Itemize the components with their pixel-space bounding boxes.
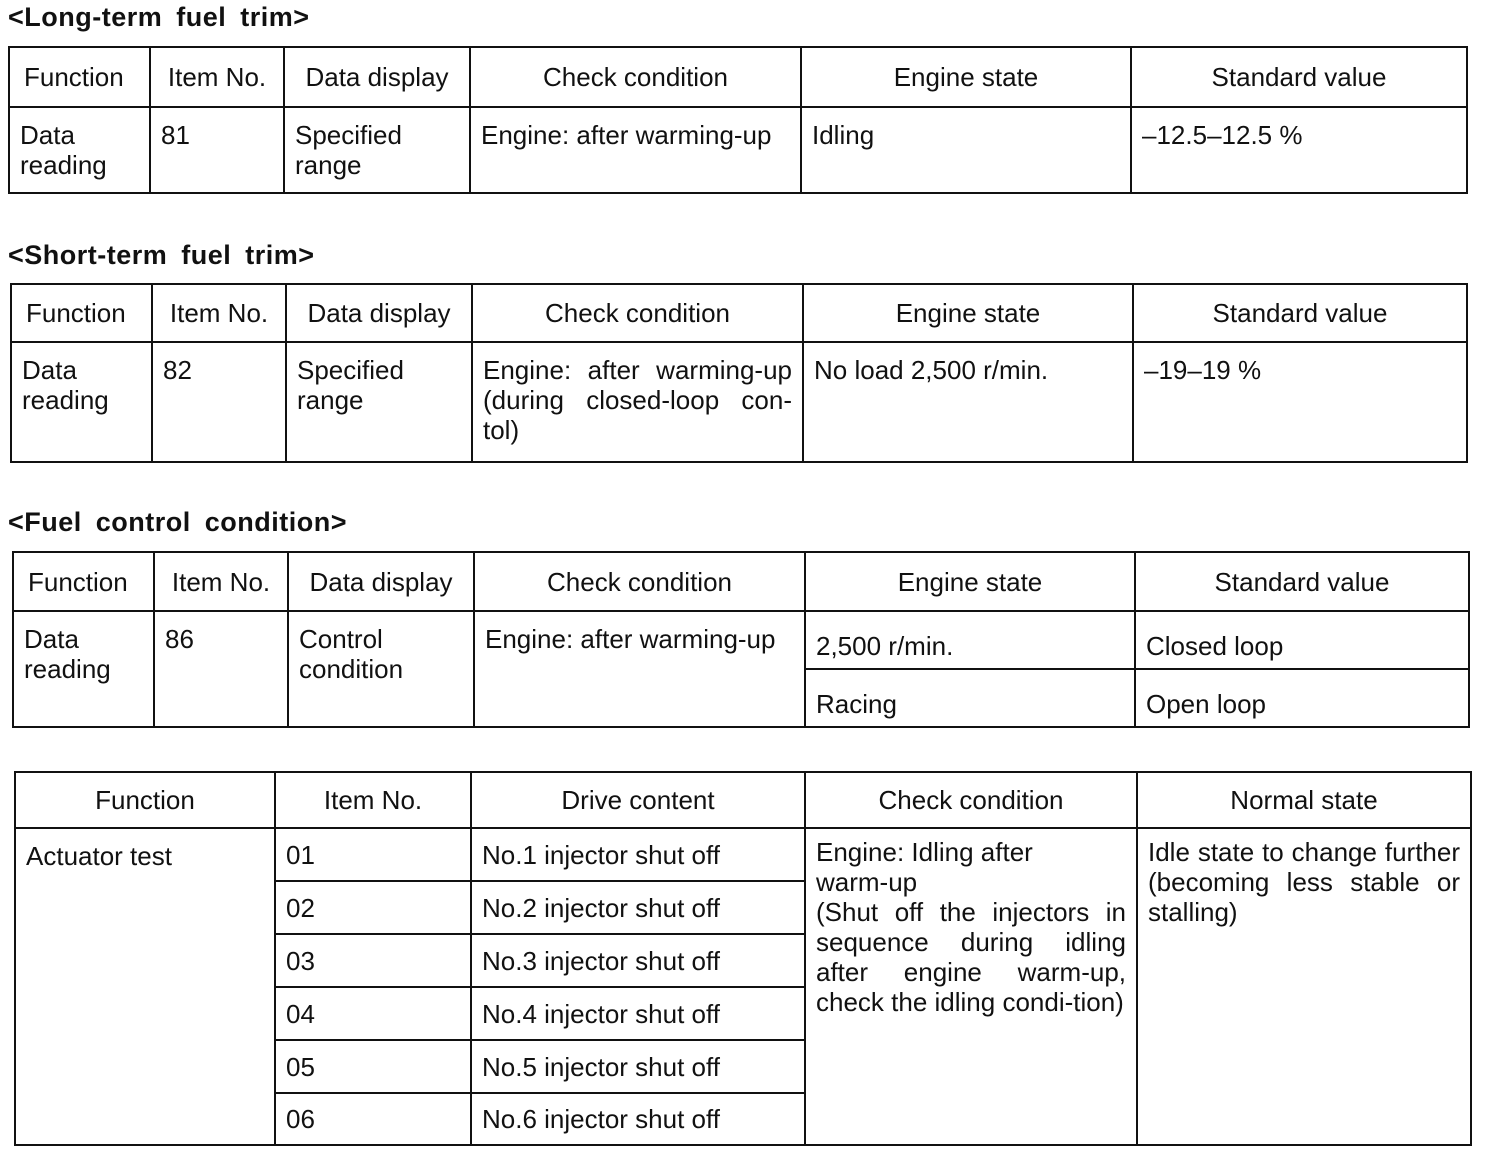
table-header-row [15,772,1471,828]
standard-value-cell: –12.5–12.5 % [1131,107,1467,193]
item-no-cell: 05 [275,1040,471,1093]
data-display-cell: Specified range [286,342,472,462]
header-data-display: Data display [284,47,470,107]
header-drive-content: Drive content [471,772,805,828]
header-item-no: Item No. [154,552,288,611]
header-standard-value: Standard value [1131,47,1467,107]
standard-value-cell: Open loop [1135,669,1469,727]
fuel-control-table [12,551,1470,728]
header-item-no: Item No. [275,772,471,828]
check-condition-note: (Shut off the injectors in sequence during idling after engine warm-up, check the idling condi-tion) [816,897,1126,1017]
item-no-cell: 01 [275,828,471,881]
item-no-cell: 86 [154,611,288,727]
header-function: Function [9,47,150,107]
drive-content-cell: No.6 injector shut off [471,1093,805,1145]
table-row [11,342,1467,462]
header-data-display: Data display [286,284,472,342]
item-no-cell: 03 [275,934,471,987]
table-row [13,611,1469,669]
item-no-cell: 82 [152,342,286,462]
table-row [9,107,1467,193]
drive-content-cell: No.4 injector shut off [471,987,805,1040]
check-condition-cell: Engine: after warming-up [474,611,805,727]
drive-content-cell: No.2 injector shut off [471,881,805,934]
item-no-cell: 81 [150,107,284,193]
long-term-table [8,46,1468,194]
function-cell: Data reading [11,342,152,462]
header-function: Function [11,284,152,342]
engine-state-cell: Idling [801,107,1131,193]
table-row [15,828,1471,881]
normal-state-cell: Idle state to change further (becoming less stable or stalling) [1137,828,1471,1145]
header-check-condition: Check condition [472,284,803,342]
header-check-condition: Check condition [470,47,801,107]
drive-content-cell: No.5 injector shut off [471,1040,805,1093]
header-item-no: Item No. [152,284,286,342]
check-condition-cell: Engine: after warming-up [470,107,801,193]
drive-content-cell: No.1 injector shut off [471,828,805,881]
check-condition-cell [805,828,1137,1145]
check-condition-line: Engine: Idling after warm-up [816,837,1033,897]
item-no-cell: 02 [275,881,471,934]
item-no-cell: 04 [275,987,471,1040]
table-header-row [13,552,1469,611]
check-condition-cell: Engine: after warming-up (during closed-loop con-tol) [472,342,803,462]
data-display-cell: Specified range [284,107,470,193]
header-function: Function [15,772,275,828]
table-header-row [11,284,1467,342]
header-standard-value: Standard value [1133,284,1467,342]
header-engine-state: Engine state [801,47,1131,107]
header-engine-state: Engine state [803,284,1133,342]
table-header-row [9,47,1467,107]
item-no-cell: 06 [275,1093,471,1145]
header-data-display: Data display [288,552,474,611]
short-term-title: <Short-term fuel trim> [8,240,315,270]
engine-state-cell: 2,500 r/min. [805,611,1135,669]
drive-content-cell: No.3 injector shut off [471,934,805,987]
short-term-table [10,283,1468,463]
header-engine-state: Engine state [805,552,1135,611]
header-normal-state: Normal state [1137,772,1471,828]
header-item-no: Item No. [150,47,284,107]
standard-value-cell: Closed loop [1135,611,1469,669]
standard-value-cell: –19–19 % [1133,342,1467,462]
header-check-condition: Check condition [474,552,805,611]
actuator-table [14,771,1472,1146]
fuel-control-title: <Fuel control condition> [8,507,348,537]
engine-state-cell: Racing [805,669,1135,727]
engine-state-cell: No load 2,500 r/min. [803,342,1133,462]
header-check-condition: Check condition [805,772,1137,828]
function-cell: Data reading [9,107,150,193]
header-standard-value: Standard value [1135,552,1469,611]
header-function: Function [13,552,154,611]
function-cell: Data reading [13,611,154,727]
function-cell: Actuator test [15,828,275,1145]
data-display-cell: Control condition [288,611,474,727]
long-term-title: <Long-term fuel trim> [8,2,310,32]
